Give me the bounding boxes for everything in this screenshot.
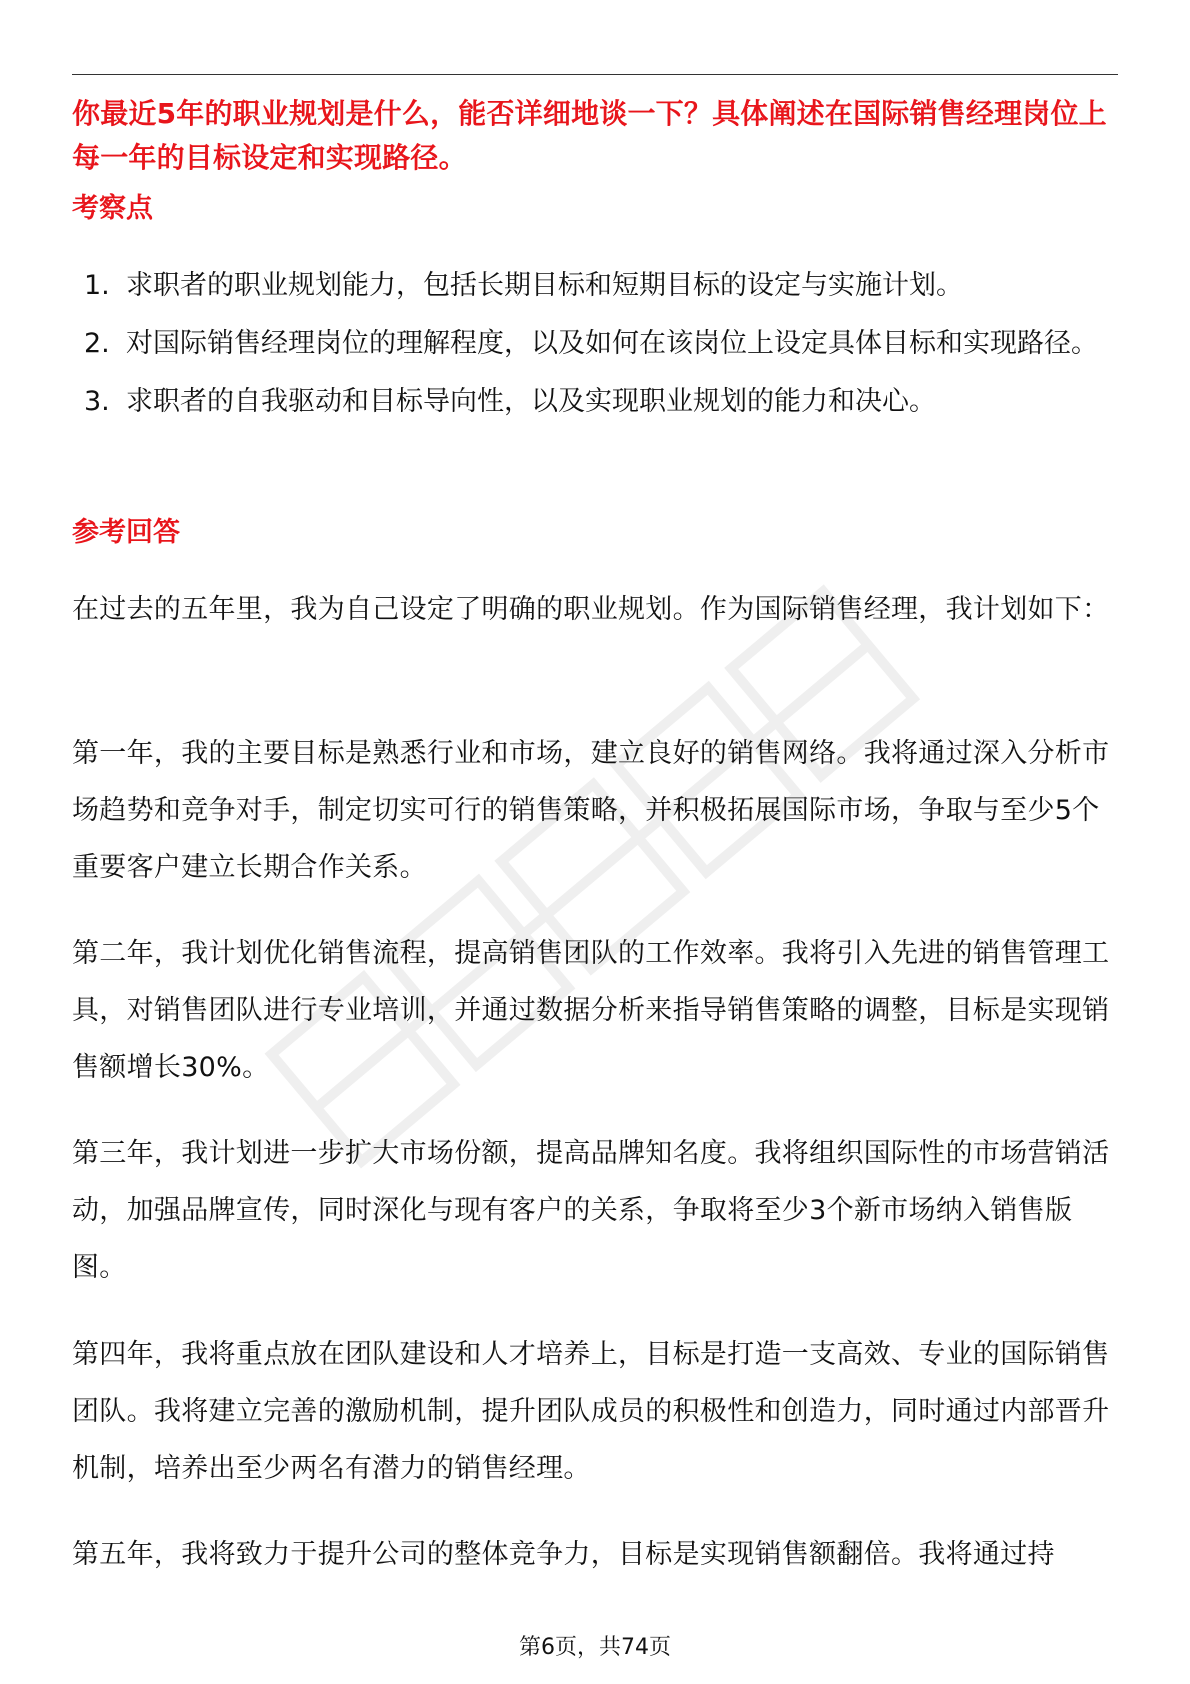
list-item [84, 258, 1124, 314]
answer-paragraph: 在过去的五年里，我为自己设定了明确的职业规划。作为国际销售经理，我计划如下： [72, 594, 1110, 625]
answer-paragraph: 第四年，我将重点放在团队建设和人才培养上，目标是打造一支高效、专业的国际销售团队。我将建立完善的激励机制，提升团队成员的积极性和创造力，同时通过内部晋升机制，培养出至少两名有潜力的销售经理。 [72, 1339, 1110, 1484]
list-number: 3. [84, 386, 110, 417]
list-item-text: 求职者的自我驱动和目标导向性，以及实现职业规划的能力和决心。 [126, 386, 936, 417]
answer-paragraph: 第二年，我计划优化销售流程，提高销售团队的工作效率。我将引入先进的销售管理工具，对销售团队进行专业培训，并通过数据分析来指导销售策略的调整，目标是实现销售额增长30%。 [72, 938, 1110, 1083]
section-title-points: 考察点 [72, 193, 153, 224]
list-item-text: 对国际销售经理岗位的理解程度，以及如何在该岗位上设定具体目标和实现路径。 [126, 328, 1098, 359]
interview-question: 你最近5年的职业规划是什么，能否详细地谈一下？具体阐述在国际销售经理岗位上每一年的目标设定和实现路径。 [72, 97, 1107, 174]
list-number: 1. [84, 270, 110, 301]
top-divider [72, 74, 1118, 75]
section-title-answer: 参考回答 [72, 517, 180, 548]
answer-paragraph: 第一年，我的主要目标是熟悉行业和市场，建立良好的销售网络。我将通过深入分析市场趋势和竞争对手，制定切实可行的销售策略，并积极拓展国际市场，争取与至少5个重要客户建立长期合作关系。 [72, 738, 1110, 883]
list-number: 2. [84, 328, 110, 359]
answer-paragraph: 第五年，我将致力于提升公司的整体竞争力，目标是实现销售额翻倍。我将通过持 [72, 1539, 1055, 1570]
answer-paragraph: 第三年，我计划进一步扩大市场份额，提高品牌知名度。我将组织国际性的市场营销活动，加强品牌宣传，同时深化与现有客户的关系，争取将至少3个新市场纳入销售版图。 [72, 1138, 1110, 1283]
page-number: 第6页，共74页 [519, 1635, 671, 1660]
list-item [84, 316, 1124, 372]
list-item-text: 求职者的职业规划能力，包括长期目标和短期目标的设定与实施计划。 [126, 270, 963, 301]
list-item [84, 374, 1124, 430]
points-list [84, 258, 1124, 430]
